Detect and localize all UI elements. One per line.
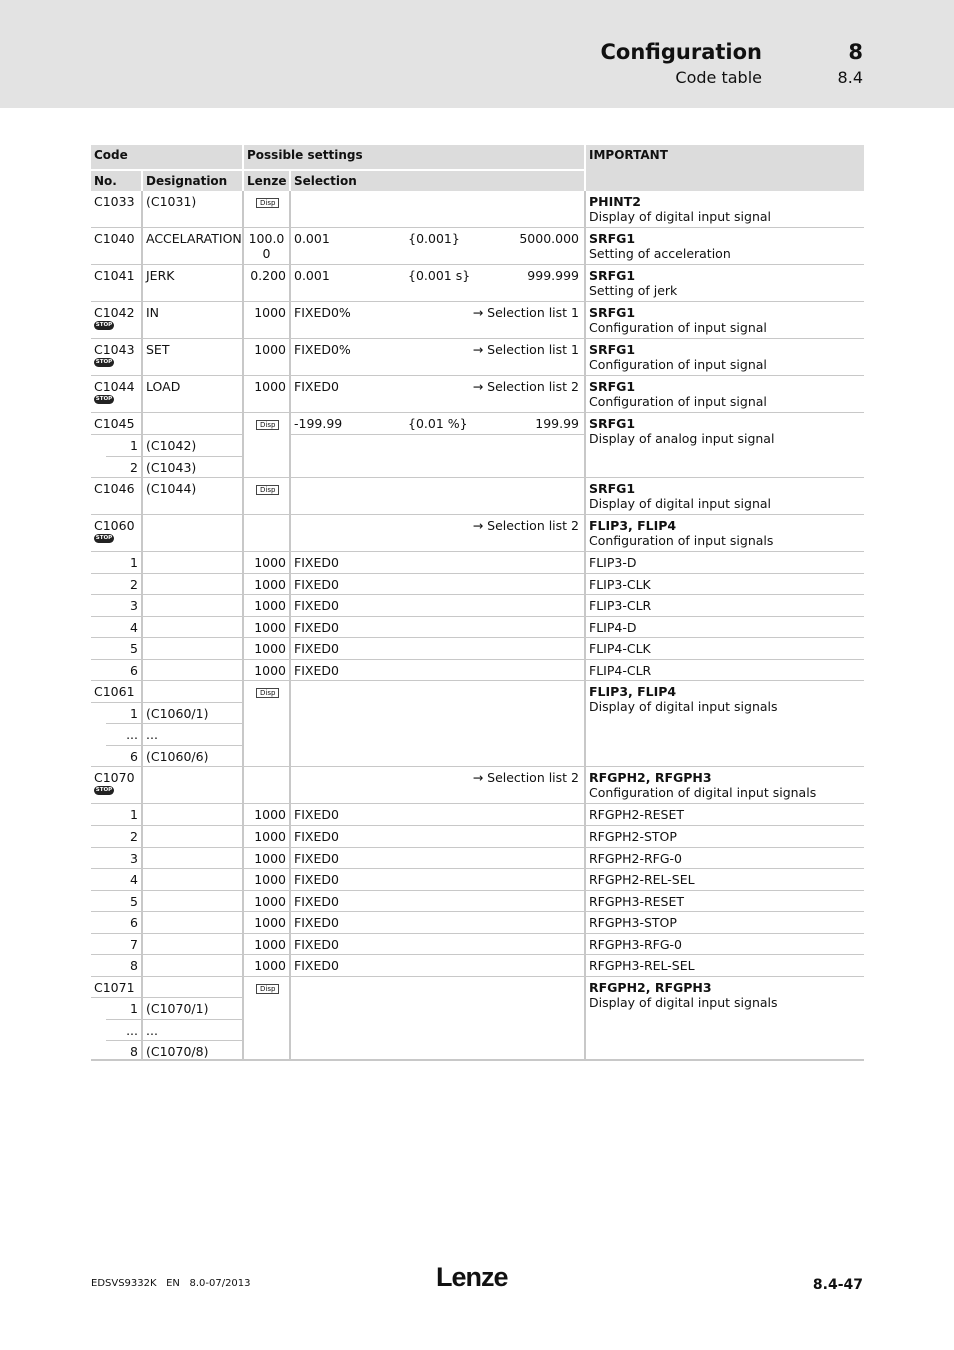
designation [141,413,242,435]
code-no: C1061 [91,681,141,703]
sub-no: 4 [130,872,138,887]
selection [289,478,584,514]
doc-number: EDSVS9332K [91,1278,157,1289]
lenze-setting: 1000 [242,804,289,825]
selection: FIXED0 [289,595,584,616]
lenze-logo: Lenze [436,1262,508,1292]
selection: FIXED0 [289,638,584,659]
lenze-setting: 1000 [242,339,289,375]
sub-row [91,826,864,848]
code-no: C1041 [94,268,135,283]
header-lenze: Lenze [242,169,289,191]
important: RFGPH3-STOP [584,912,864,933]
sub-no: 1 [106,703,141,724]
sub-row [91,638,864,660]
important: RFGPH2-REL-SEL [584,869,864,890]
designation [141,891,242,911]
code-no-text: C1042 [94,305,135,320]
display-only-icon: Disp [256,485,279,495]
lenze-setting: 1000 [242,934,289,954]
sub-no: 3 [130,598,138,613]
code-no [91,515,141,551]
designation [141,617,242,637]
code-no: C1033 [94,194,135,209]
lenze-setting: 1000 [242,552,289,573]
important [584,413,864,477]
display-only-icon: Disp [256,984,279,994]
lenze-setting: 1000 [242,302,289,338]
sub-row [91,804,864,826]
selection-step: {0.01 %} [408,416,468,431]
selection: FIXED0 [289,869,584,890]
designation [141,681,242,703]
description: Configuration of input signals [589,533,774,548]
lenze-setting [242,515,289,551]
selection: FIXED0 [289,912,584,933]
sub-no: 6 [130,663,138,678]
selection-value: FIXED0% [294,342,351,357]
stop-icon: STOP [95,787,113,793]
selection-value: FIXED0 [294,379,339,394]
stop-icon: STOP [95,396,113,402]
sub-no: 2 [130,577,138,592]
selection: FIXED0 [289,574,584,594]
designation [141,515,242,551]
designation: LOAD [141,376,242,412]
selection-min: 0.001 [294,231,330,246]
designation [141,912,242,933]
function-block: PHINT2 [589,194,641,209]
designation [141,977,242,998]
sub-row [91,934,864,955]
code-no: C1045 [91,413,141,435]
sub-designation: (C1060/1) [141,703,242,724]
selection [289,302,584,338]
selection-list-link[interactable]: → Selection list 1 [472,305,579,320]
header-designation: Designation [141,169,242,191]
lenze-setting: 1000 [242,826,289,847]
function-block: FLIP3, FLIP4 [589,684,677,699]
description: Display of analog input signal [589,431,775,446]
sub-row [91,848,864,869]
description: Display of digital input signals [589,699,778,714]
header-code: Code [94,148,128,162]
important: RFGPH3-RESET [584,891,864,911]
sub-designation: (C1070/8) [141,1041,242,1061]
important: FLIP3-CLR [584,595,864,616]
chapter-number: 8 [848,40,863,64]
page-title: Configuration [600,40,762,64]
table-row-group [91,681,864,767]
function-block: SRFG1 [589,342,636,357]
selection [289,265,584,301]
sub-no: 6 [130,749,138,764]
lenze-setting: 1000 [242,574,289,594]
important [584,977,864,1059]
code-no [91,767,141,803]
doc-language: EN [166,1278,180,1289]
sub-no: 8 [130,958,138,973]
function-block: SRFG1 [589,416,636,431]
selection: FIXED0 [289,848,584,868]
selection-max: 5000.000 [519,231,579,246]
sub-no: 8 [130,1044,138,1059]
selection [289,191,584,227]
designation [141,934,242,954]
important [584,302,864,338]
important [584,339,864,375]
important [584,376,864,412]
display-only-icon: Disp [256,420,279,430]
selection [289,767,584,803]
designation: SET [141,339,242,375]
important: RFGPH3-RFG-0 [584,934,864,954]
sub-row [91,660,864,681]
sub-designation: ... [141,724,242,746]
sub-row [91,891,864,912]
lenze-setting [242,767,289,803]
selection [289,977,584,1059]
lenze-setting: 1000 [242,660,289,680]
important: FLIP4-D [584,617,864,637]
display-only-icon: Disp [256,198,279,208]
function-block: SRFG1 [589,231,636,246]
important [584,265,864,301]
lenze-setting: 1000 [242,376,289,412]
stop-icon: STOP [95,359,113,365]
function-block: SRFG1 [589,268,636,283]
lenze-setting: 1000 [242,869,289,890]
display-only-icon: Disp [256,688,279,698]
code-no [91,339,141,375]
sub-no: 5 [130,894,138,909]
code-no-text: C1043 [94,342,135,357]
code-no-text: C1070 [94,770,135,785]
selection: FIXED0 [289,826,584,847]
selection [289,228,584,264]
selection [289,681,584,766]
stop-icon: STOP [95,322,113,328]
selection-value: FIXED0% [294,305,351,320]
sub-no: 1 [130,807,138,822]
selection: FIXED0 [289,934,584,954]
selection [289,413,584,435]
section-number: 8.4 [837,68,863,87]
lenze-setting: 1000 [242,955,289,976]
designation [141,552,242,573]
selection: FIXED0 [289,660,584,680]
table-row [91,767,864,804]
table-row [91,339,864,376]
lenze-setting: 1000 [242,848,289,868]
selection: FIXED0 [289,891,584,911]
table-row [91,228,864,265]
code-no: C1040 [94,231,135,246]
header-selection: Selection [289,169,584,191]
header-no: No. [91,169,141,191]
function-block: SRFG1 [589,481,636,496]
table-row-group [91,977,864,1061]
function-block: FLIP3, FLIP4 [589,518,677,533]
table-row [91,376,864,413]
designation [141,595,242,616]
important: FLIP4-CLR [584,660,864,680]
selection-step: {0.001} [408,231,460,246]
sub-no: 5 [130,641,138,656]
function-block: RFGPH2, RFGPH3 [589,980,712,995]
lenze-value-line-1: 100.0 [248,231,285,246]
important [584,767,864,803]
designation [141,826,242,847]
sub-no: ... [106,724,141,746]
important: FLIP3-D [584,552,864,573]
selection-list-link[interactable]: → Selection list 2 [472,518,579,533]
sub-designation: (C1042) [141,435,242,457]
important [584,478,864,514]
selection-list-link[interactable]: → Selection list 2 [472,379,579,394]
selection-max: 199.99 [535,416,579,431]
sub-row [91,617,864,638]
table-row [91,478,864,515]
header-important: IMPORTANT [584,145,864,169]
selection-list-link[interactable]: → Selection list 1 [472,342,579,357]
code-table [91,145,864,1061]
lenze-setting: 1000 [242,638,289,659]
important [584,681,864,766]
designation: (C1031) [141,191,242,227]
sub-designation: (C1060/6) [141,746,242,767]
code-no-text: C1044 [94,379,135,394]
important: RFGPH3-REL-SEL [584,955,864,976]
lenze-setting: 1000 [242,595,289,616]
sub-no: 1 [106,998,141,1020]
sub-row [91,595,864,617]
description: Configuration of digital input signals [589,785,817,800]
sub-no: 2 [130,460,138,475]
sub-no: 3 [130,851,138,866]
lenze-setting: 1000 [242,912,289,933]
doc-version: 8.0-07/2013 [189,1278,251,1289]
designation [141,660,242,680]
important [584,191,864,227]
header-band [0,0,954,108]
lenze-setting: 1000 [242,617,289,637]
lenze-setting: 1000 [242,891,289,911]
designation [141,955,242,976]
code-no: C1046 [94,481,135,496]
table-row [91,515,864,552]
code-no: C1071 [91,977,141,998]
description: Configuration of input signal [589,394,767,409]
description: Display of digital input signals [589,995,778,1010]
code-no [91,376,141,412]
code-no-text: C1060 [94,518,135,533]
important [584,228,864,264]
table-row-group [91,413,864,478]
important [584,515,864,551]
designation [141,848,242,868]
page-number: 8.4-47 [812,1277,863,1293]
description: Configuration of input signal [589,357,767,372]
sub-designation: (C1043) [141,457,242,478]
lenze-setting [242,228,289,264]
description: Setting of jerk [589,283,678,298]
table-row [91,191,864,228]
selection-blank [289,435,584,478]
designation [141,767,242,803]
code-no [91,302,141,338]
description: Display of digital input signal [589,496,771,511]
table-header-row-2 [91,169,864,191]
header-important-blank [584,169,864,191]
sub-designation: ... [141,1020,242,1041]
selection-step: {0.001 s} [408,268,471,283]
selection-max: 999.999 [527,268,579,283]
designation: ACCELARATION [141,228,242,264]
page-subtitle: Code table [675,68,762,87]
designation: JERK [141,265,242,301]
designation [141,869,242,890]
important: FLIP4-CLK [584,638,864,659]
function-block: SRFG1 [589,305,636,320]
description: Setting of acceleration [589,246,731,261]
sub-row [91,955,864,977]
selection [289,515,584,551]
designation [141,574,242,594]
selection-list-link[interactable]: → Selection list 2 [472,770,579,785]
sub-no: 4 [130,620,138,635]
sub-designation: (C1070/1) [141,998,242,1020]
table-row [91,302,864,339]
designation: IN [141,302,242,338]
sub-no: 1 [130,555,138,570]
header-possible-settings: Possible settings [242,145,584,169]
stop-icon: STOP [95,535,113,541]
sub-no: 1 [106,435,141,457]
description: Configuration of input signal [589,320,767,335]
lenze-value-line-2: 0 [262,246,271,261]
important: RFGPH2-RESET [584,804,864,825]
description: Display of digital input signal [589,209,771,224]
selection: FIXED0 [289,955,584,976]
table-header-row-1 [91,145,864,169]
designation [141,804,242,825]
lenze-setting: 0.200 [242,265,289,301]
function-block: SRFG1 [589,379,636,394]
sub-no: 7 [130,937,138,952]
sub-row [91,552,864,574]
sub-row [91,574,864,595]
selection-min: 0.001 [294,268,330,283]
designation [141,638,242,659]
selection [289,339,584,375]
table-row [91,265,864,302]
selection: FIXED0 [289,804,584,825]
sub-row [91,912,864,934]
sub-no: 6 [130,915,138,930]
designation: (C1044) [141,478,242,514]
selection [289,376,584,412]
selection: FIXED0 [289,617,584,637]
sub-no: 2 [130,829,138,844]
selection: FIXED0 [289,552,584,573]
function-block: RFGPH2, RFGPH3 [589,770,712,785]
important: RFGPH2-STOP [584,826,864,847]
sub-no: ... [106,1020,141,1041]
important: RFGPH2-RFG-0 [584,848,864,868]
footer-doc-info [91,1278,251,1289]
important: FLIP3-CLK [584,574,864,594]
sub-row [91,869,864,891]
selection-min: -199.99 [294,416,343,431]
